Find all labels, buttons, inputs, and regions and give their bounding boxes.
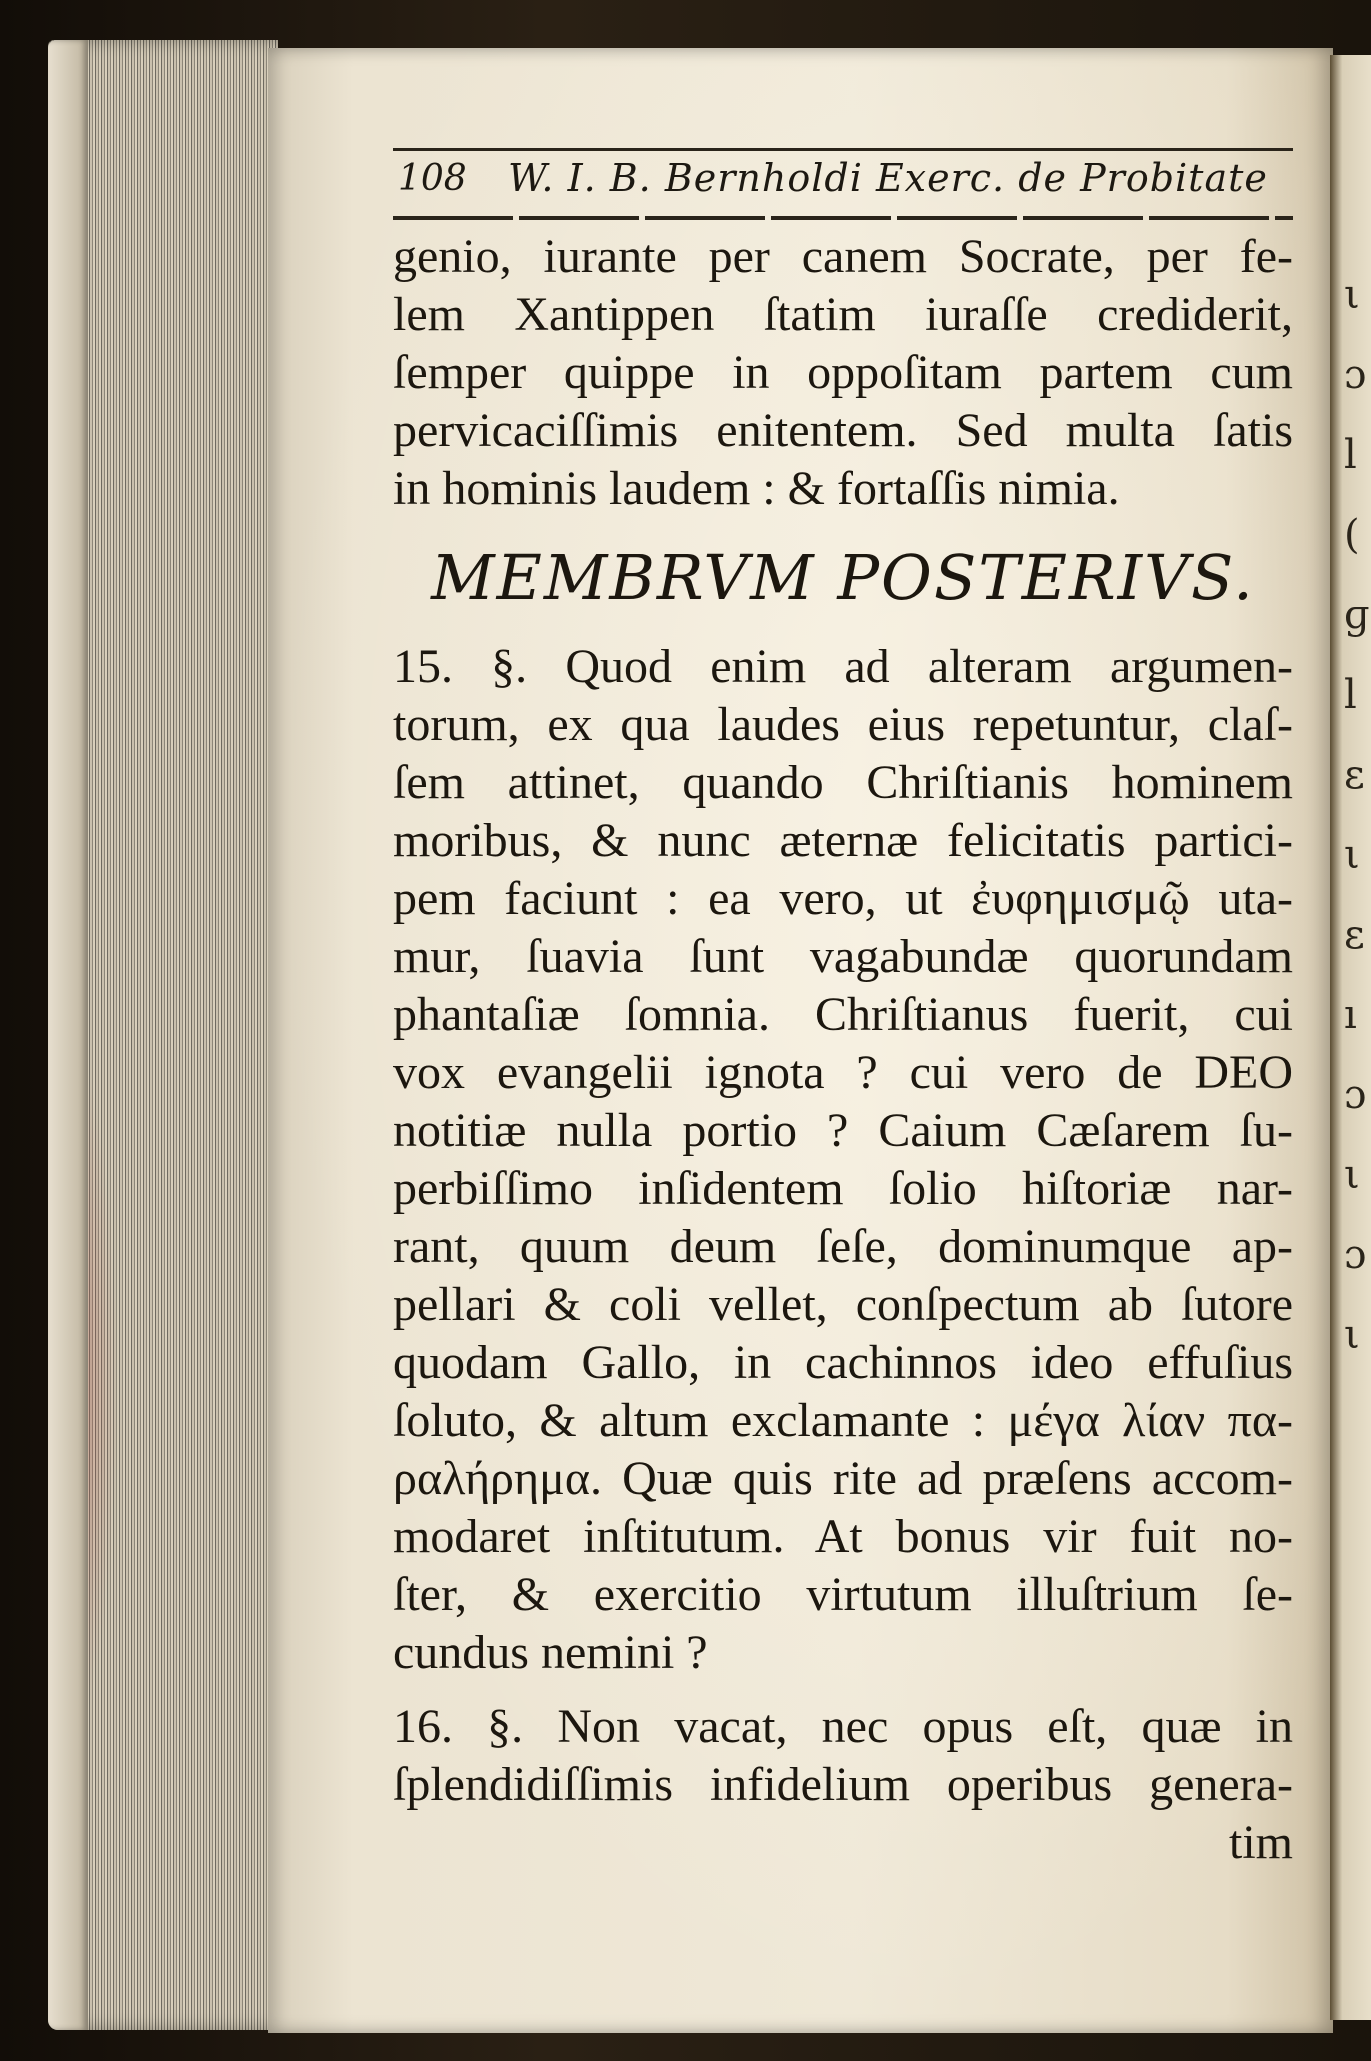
text-line-content: pem faciunt : ea vero, ut ἐυφημισμῷ uta- — [393, 872, 1293, 925]
text-line — [393, 1102, 1293, 1160]
facing-char: ɔ — [1344, 1072, 1367, 1118]
facing-char: ε — [1344, 752, 1365, 798]
paragraph-gap — [393, 1682, 1293, 1698]
text-line-content: notitiæ nulla portio ? Caium Cæſarem ſu- — [393, 1104, 1293, 1157]
text-line-content: phantaſiæ ſomnia. Chriſtianus fuerit, cui — [393, 988, 1293, 1041]
text-line — [393, 928, 1293, 986]
facing-char: ı — [1344, 992, 1357, 1038]
facing-page-edge — [1330, 55, 1371, 2020]
facing-char: ɔ — [1344, 1232, 1367, 1278]
text-line — [393, 1756, 1293, 1814]
text-line-content: 16. §. Non vacat, nec opus eſt, quæ in — [393, 1700, 1293, 1753]
section-heading: MEMBRVM POSTERIVS. — [431, 541, 1255, 614]
text-line-content: ſem attinet, quando Chriſtianis hominem — [393, 756, 1293, 809]
text-line — [393, 696, 1293, 754]
text-line — [393, 460, 1293, 518]
page-number: 108 — [398, 158, 467, 199]
facing-char: ɔ — [1344, 352, 1367, 398]
text-line-content: vox evangelii ignota ? cui vero de DEO — [393, 1046, 1293, 1099]
text-line — [393, 402, 1293, 460]
text-line — [393, 344, 1293, 402]
text-line — [393, 986, 1293, 1044]
text-line — [393, 1508, 1293, 1566]
text-line — [393, 1276, 1293, 1334]
text-line — [393, 1566, 1293, 1624]
text-line-content: ſplendidiſſimis infidelium operibus genera- — [393, 1758, 1293, 1811]
text-line — [393, 1392, 1293, 1450]
text-line — [393, 754, 1293, 812]
text-line-content: perbiſſimo inſidentem ſolio hiſtoriæ nar- — [393, 1162, 1293, 1215]
catchword-line — [393, 1814, 1293, 1872]
running-title: W. I. B. Bernholdi Exerc. de Probitate — [508, 156, 1268, 200]
text-line-content: mur, ſuavia ſunt vagabundæ quorundam — [393, 930, 1293, 983]
facing-char: ε — [1344, 912, 1365, 958]
facing-page-characters — [1344, 255, 1370, 1375]
text-line-content: pellari & coli vellet, conſpectum ab ſutore — [393, 1278, 1293, 1331]
text-line — [393, 812, 1293, 870]
facing-char: l — [1344, 432, 1357, 478]
running-head — [393, 148, 1273, 228]
text-line-content: rant, quum deum ſeſe, dominumque ap- — [393, 1220, 1293, 1273]
facing-char: l — [1344, 672, 1357, 718]
catchword: tim — [1228, 1816, 1293, 1869]
text-line-content: 15. §. Quod enim ad alteram argumen- — [393, 640, 1293, 693]
facing-char: ι — [1344, 832, 1360, 878]
header-rule-bottom — [393, 216, 1293, 220]
text-line — [393, 286, 1293, 344]
text-line-content: in hominis laudem : & fortaſſis nimia. — [393, 462, 1120, 515]
text-line-content: torum, ex qua laudes eius repetuntur, claſ- — [393, 698, 1293, 751]
header-rule-top — [393, 148, 1293, 151]
text-line-content: ſemper quippe in oppoſitam partem cum — [393, 346, 1293, 399]
text-line-content: genio, iurante per canem Socrate, per fe- — [393, 230, 1293, 283]
text-line — [393, 1044, 1293, 1102]
text-line — [393, 1218, 1293, 1276]
text-line-content: moribus, & nunc æternæ felicitatis partici- — [393, 814, 1293, 867]
text-line-content: pervicaciſſimis enitentem. Sed multa ſatis — [393, 404, 1293, 457]
text-line-content: ſter, & exercitio virtutum illuſtrium ſe- — [393, 1568, 1293, 1621]
text-line-content: ſoluto, & altum exclamante : μέγα λίαν πα- — [393, 1394, 1293, 1447]
text-line — [393, 870, 1293, 928]
facing-char: ι — [1344, 272, 1360, 318]
text-line — [393, 638, 1293, 696]
facing-char: ( — [1344, 512, 1360, 558]
text-line-content: cundus nemini ? — [393, 1626, 708, 1679]
facing-char: ι — [1344, 1312, 1360, 1358]
text-line — [393, 1160, 1293, 1218]
text-line-content: quodam Gallo, in cachinnos ideo effuſius — [393, 1336, 1293, 1389]
cover-edge — [48, 40, 88, 2030]
text-line — [393, 228, 1293, 286]
text-line — [393, 1450, 1293, 1508]
facing-char: ι — [1344, 1152, 1360, 1198]
text-line — [393, 1698, 1293, 1756]
book-page — [268, 48, 1333, 2033]
body-text — [393, 228, 1293, 1872]
text-line — [393, 1334, 1293, 1392]
text-line-content: ραλήρημα. Quæ quis rite ad præſens accom- — [393, 1452, 1293, 1505]
text-line-content: modaret inſtitutum. At bonus vir fuit no- — [393, 1510, 1293, 1563]
facing-char: ɡ — [1344, 592, 1370, 638]
text-line — [393, 1624, 1293, 1682]
text-line-content: lem Xantippen ſtatim iuraſſe crediderit, — [393, 288, 1293, 341]
